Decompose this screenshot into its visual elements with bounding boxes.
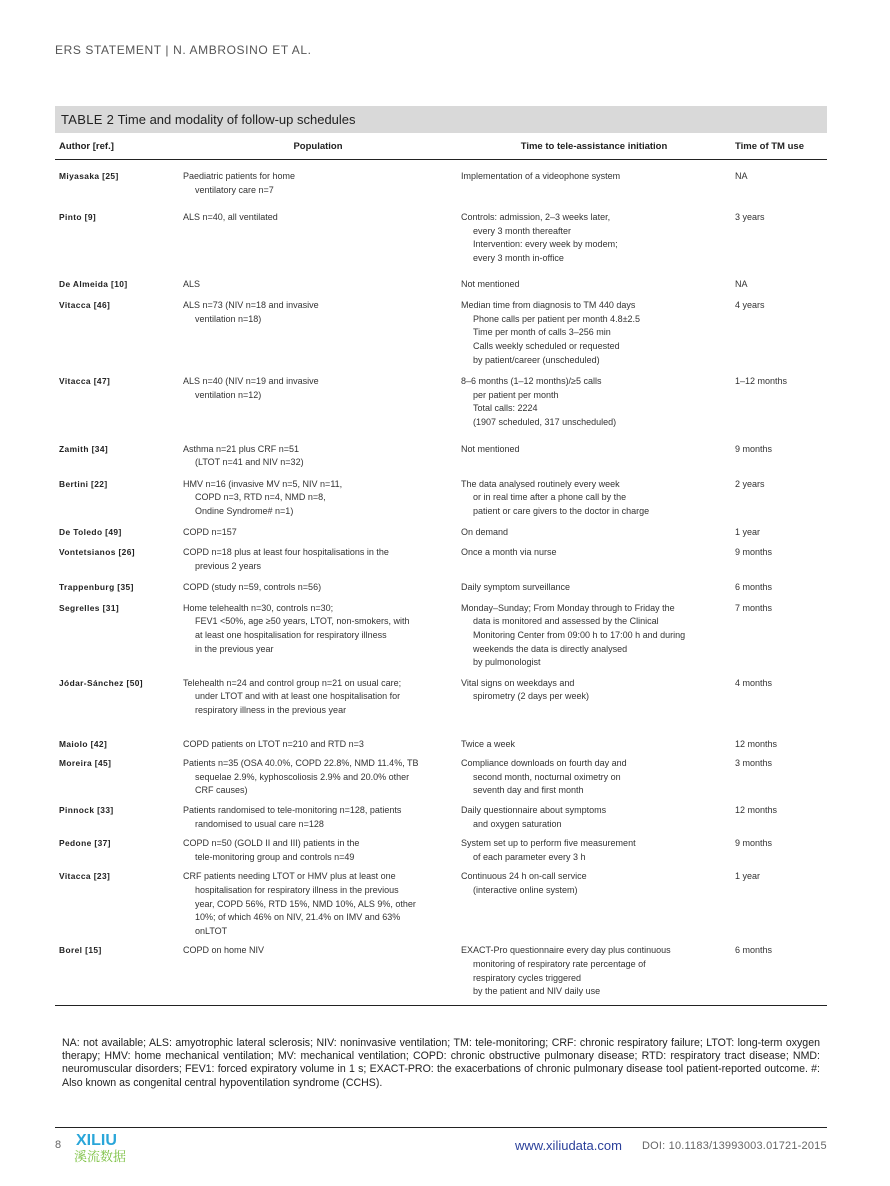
cell-time-of-use: 9 months [735, 443, 773, 454]
initiation-line: by pulmonologist [473, 657, 541, 668]
initiation-line: or in real time after a phone call by the [473, 492, 627, 503]
cell-author: Vitacca [46] [59, 300, 111, 311]
table-body [55, 160, 827, 1006]
table-row [55, 375, 827, 442]
initiation-line: by patient/career (unscheduled) [473, 354, 600, 365]
cell-population [179, 278, 457, 300]
cell-population [179, 837, 457, 870]
initiation-line: Monday–Sunday; From Monday through to Friday the [461, 602, 675, 613]
initiation-line: of each parameter every 3 h [473, 851, 586, 862]
population-line: Asthma n=21 plus CRF n=51 [183, 443, 300, 454]
cell-author: Jódar-Sánchez [50] [59, 677, 143, 688]
initiation-line: seventh day and first month [473, 785, 584, 796]
table-footnote: NA: not available; ALS: amyotrophic lateral sclerosis; NIV: noninvasive ventilation; TM: tele-monitoring; CRF: chronic respiratory failure; LTOT: long-term oxygen therapy; HMV: home mechanical ventilation; MV: mechanical ventilation; COPD: chronic obstructive pulmonary disease; RTD: respiratory tract disease; NMD: neuromuscular disorders; FEV1: forced expiratory volume in 1 s; EXACT-PRO: the exacerbations of chronic pulmonary disease tool patient-reported outcome. #: Also known as congenital central hypoventilation syndrome (CCHS). [62, 1037, 820, 1089]
cell-time-of-use: 1 year [735, 871, 761, 882]
population-line: ALS n=73 (NIV n=18 and invasive [183, 300, 319, 311]
cell-time-of-use: 1 year [735, 527, 761, 538]
cell-author: Segrelles [31] [59, 602, 120, 613]
header-time-to-initiation: Time to tele-assistance initiation [457, 133, 731, 160]
cell-initiation [457, 546, 731, 581]
initiation-line: Median time from diagnosis to TM 440 days [461, 300, 636, 311]
table-2 [55, 106, 827, 1006]
cell-initiation [457, 757, 731, 804]
cell-author: De Toledo [49] [59, 527, 122, 538]
cell-author: Moreira [45] [59, 758, 112, 769]
page-number: 8 [55, 1139, 62, 1151]
cell-author: Zamith [34] [59, 443, 109, 454]
population-line: Patients randomised to tele-monitoring n=128, patients [183, 804, 402, 815]
cell-initiation [457, 443, 731, 478]
rule-cell [55, 1005, 827, 1006]
cell-author: De Almeida [10] [59, 278, 128, 289]
population-line: COPD (study n=59, controls n=56) [183, 582, 322, 593]
table-title-band [55, 106, 827, 133]
cell-author: Bertini [22] [59, 478, 108, 489]
table-label: TABLE 2 [61, 112, 115, 127]
population-line: previous 2 years [195, 560, 262, 571]
cell-time-of-use: 1–12 months [735, 376, 788, 387]
cell-initiation [457, 375, 731, 442]
population-line: COPD n=50 (GOLD II and III) patients in the [183, 838, 360, 849]
population-line: Home telehealth n=30, controls n=30; [183, 602, 334, 613]
table-row [55, 757, 827, 804]
cell-author: Trappenburg [35] [59, 582, 134, 593]
population-line: CRF patients needing LTOT or HMV plus at least one [183, 871, 396, 882]
cell-author: Borel [15] [59, 945, 102, 956]
initiation-line: Continuous 24 h on-call service [461, 871, 587, 882]
population-line: COPD n=157 [183, 527, 237, 538]
cell-time-of-use: 12 months [735, 804, 778, 815]
cell-initiation [457, 478, 731, 527]
cell-population [179, 375, 457, 442]
header-population: Population [179, 133, 457, 160]
cell-time-of-use: NA [735, 278, 748, 289]
population-line: at least one hospitalisation for respiratory illness [195, 630, 387, 641]
initiation-line: every 3 month thereafter [473, 225, 572, 236]
initiation-line: per patient per month [473, 389, 559, 400]
initiation-line: Vital signs on weekdays and [461, 677, 575, 688]
population-line: COPD n=18 plus at least four hospitalisations in the [183, 547, 389, 558]
cell-initiation [457, 602, 731, 677]
table-header-row [55, 133, 827, 160]
initiation-line: On demand [461, 527, 509, 538]
follow-up-table [55, 133, 827, 1006]
cell-initiation [457, 211, 731, 277]
cell-initiation [457, 278, 731, 300]
table-row [55, 602, 827, 677]
initiation-line: Daily questionnaire about symptoms [461, 804, 607, 815]
cell-initiation [457, 944, 731, 1004]
population-line: ALS [183, 278, 201, 289]
svg-text:XILIU: XILIU [76, 1132, 117, 1149]
initiation-line: spirometry (2 days per week) [473, 691, 590, 702]
table-row [55, 738, 827, 758]
cell-time-of-use: 2 years [735, 478, 765, 489]
cell-author: Maiolo [42] [59, 738, 108, 749]
population-line: under LTOT and with at least one hospitalisation for [195, 691, 401, 702]
cell-time-of-use: NA [735, 171, 748, 181]
population-line: 10%; of which 46% on NIV, 21.4% on IMV and 63% [195, 912, 401, 923]
initiation-line: (1907 scheduled, 317 unscheduled) [473, 416, 617, 427]
population-line: sequelae 2.9%, kyphoscoliosis 2.9% and 20.0% other [195, 771, 410, 782]
svg-text:溪流数据: 溪流数据 [74, 1150, 127, 1164]
population-line: ALS n=40, all ventilated [183, 212, 278, 223]
population-line: ventilation n=12) [195, 389, 262, 400]
cell-initiation [457, 581, 731, 602]
table-row [55, 443, 827, 478]
initiation-line: patient or care givers to the doctor in charge [473, 505, 650, 516]
population-line: COPD on home NIV [183, 945, 265, 956]
population-line: ventilation n=18) [195, 313, 262, 324]
cell-population [179, 944, 457, 1004]
cell-population [179, 546, 457, 581]
cell-population [179, 738, 457, 758]
initiation-line: data is monitored and assessed by the Clinical [473, 616, 659, 627]
initiation-line: Controls: admission, 2–3 weeks later, [461, 212, 611, 223]
cell-initiation [457, 804, 731, 837]
cell-time-of-use: 3 months [735, 758, 773, 769]
initiation-line: second month, nocturnal oximetry on [473, 771, 621, 782]
initiation-line: Implementation of a videophone system [461, 171, 621, 181]
initiation-line: and oxygen saturation [473, 818, 562, 829]
table-row [55, 278, 827, 300]
initiation-line: (interactive online system) [473, 884, 578, 895]
cell-population [179, 804, 457, 837]
population-line: CRF causes) [195, 785, 248, 796]
initiation-line: EXACT-Pro questionnaire every day plus continuous [461, 945, 671, 956]
population-line: onLTOT [195, 925, 228, 936]
table-row [55, 677, 827, 738]
table-row [55, 211, 827, 277]
table-row [55, 160, 827, 212]
table-title: Time and modality of follow-up schedules [117, 112, 356, 127]
cell-author: Vontetsianos [26] [59, 547, 135, 558]
initiation-line: Not mentioned [461, 443, 520, 454]
cell-author: Pinto [9] [59, 212, 97, 223]
population-line: respiratory illness in the previous year [195, 705, 347, 715]
cell-population [179, 757, 457, 804]
population-line: COPD n=3, RTD n=4, NMD n=8, [195, 492, 326, 503]
cell-initiation [457, 299, 731, 375]
cell-initiation [457, 677, 731, 738]
population-line: hospitalisation for respiratory illness in the previous [195, 884, 399, 895]
cell-time-of-use: 4 years [735, 300, 765, 311]
population-line: year, COPD 56%, RTD 15%, NMD 10%, ALS 9%, other [195, 898, 416, 909]
table-row [55, 299, 827, 375]
cell-population [179, 443, 457, 478]
cell-author: Pedone [37] [59, 838, 111, 849]
cell-author: Vitacca [23] [59, 871, 111, 882]
initiation-line: Once a month via nurse [461, 547, 557, 558]
xiliu-logo [70, 1130, 162, 1164]
table-bottom-rule [55, 1005, 827, 1006]
initiation-line: weekends the data is directly analysed [473, 643, 628, 654]
cell-population [179, 677, 457, 738]
header-author: Author [ref.] [55, 133, 179, 160]
table-row [55, 526, 827, 546]
cell-author: Miyasaka [25] [59, 171, 119, 181]
population-line: FEV1 <50%, age ≥50 years, LTOT, non-smokers, with [195, 616, 410, 627]
cell-population [179, 478, 457, 527]
cell-author: Pinnock [33] [59, 804, 114, 815]
cell-initiation [457, 160, 731, 212]
initiation-line: Monitoring Center from 09:00 h to 17:00 h and during [473, 630, 686, 641]
cell-population [179, 602, 457, 677]
population-line: (LTOT n=41 and NIV n=32) [195, 457, 304, 468]
cell-time-of-use: 9 months [735, 838, 773, 849]
running-head: ERS STATEMENT | N. AMBROSINO ET AL. [55, 43, 312, 57]
table-row [55, 581, 827, 602]
population-line: tele-monitoring group and controls n=49 [195, 851, 355, 862]
initiation-line: respiratory cycles triggered [473, 972, 582, 983]
initiation-line: The data analysed routinely every week [461, 478, 620, 489]
cell-author: Vitacca [47] [59, 376, 111, 387]
initiation-line: System set up to perform five measurement [461, 838, 636, 849]
cell-population [179, 526, 457, 546]
initiation-line: Time per month of calls 3–256 min [473, 327, 611, 338]
cell-time-of-use: 4 months [735, 677, 773, 688]
population-line: Paediatric patients for home [183, 171, 296, 181]
cell-population [179, 211, 457, 277]
table-row [55, 804, 827, 837]
initiation-line: 8–6 months (1–12 months)/≥5 calls [461, 376, 602, 387]
population-line: in the previous year [195, 643, 274, 654]
population-line: COPD patients on LTOT n=210 and RTD n=3 [183, 738, 364, 749]
cell-initiation [457, 526, 731, 546]
population-line: Telehealth n=24 and control group n=21 on usual care; [183, 677, 402, 688]
initiation-line: every 3 month in-office [473, 252, 564, 263]
cell-population [179, 870, 457, 944]
cell-initiation [457, 738, 731, 758]
initiation-line: Intervention: every week by modem; [473, 239, 618, 250]
population-line: Ondine Syndrome# n=1) [195, 505, 294, 516]
population-line: ALS n=40 (NIV n=19 and invasive [183, 376, 319, 387]
table-row [55, 478, 827, 527]
footnote-rule [55, 1127, 827, 1128]
cell-time-of-use: 12 months [735, 738, 778, 749]
initiation-line: monitoring of respiratory rate percentage of [473, 958, 646, 969]
cell-time-of-use: 9 months [735, 547, 773, 558]
initiation-line: by the patient and NIV daily use [473, 986, 601, 997]
initiation-line: Compliance downloads on fourth day and [461, 758, 627, 769]
cell-initiation [457, 837, 731, 870]
cell-time-of-use: 6 months [735, 582, 773, 593]
initiation-line: Not mentioned [461, 278, 520, 289]
cell-initiation [457, 870, 731, 944]
cell-time-of-use: 7 months [735, 602, 773, 613]
initiation-line: Daily symptom surveillance [461, 582, 571, 593]
header-time-of-use: Time of TM use [731, 133, 827, 160]
table-row [55, 837, 827, 870]
table-row [55, 546, 827, 581]
cell-population [179, 581, 457, 602]
initiation-line: Calls weekly scheduled or requested [473, 340, 620, 351]
population-line: Patients n=35 (OSA 40.0%, COPD 22.8%, NMD 11.4%, TB [183, 758, 419, 769]
table-row [55, 944, 827, 1004]
footer-doi: DOI: 10.1183/13993003.01721-2015 [642, 1140, 827, 1152]
initiation-line: Phone calls per patient per month 4.8±2.5 [473, 313, 641, 324]
footer-url-link[interactable]: www.xiliudata.com [515, 1138, 622, 1153]
initiation-line: Twice a week [461, 738, 516, 749]
cell-population [179, 299, 457, 375]
initiation-line: Total calls: 2224 [473, 403, 538, 414]
cell-time-of-use: 6 months [735, 945, 773, 956]
table-row [55, 870, 827, 944]
population-line: HMV n=16 (invasive MV n=5, NIV n=11, [183, 478, 343, 489]
cell-population [179, 160, 457, 212]
population-line: randomised to usual care n=128 [195, 818, 324, 829]
population-line: ventilatory care n=7 [195, 184, 274, 195]
cell-time-of-use: 3 years [735, 212, 765, 223]
